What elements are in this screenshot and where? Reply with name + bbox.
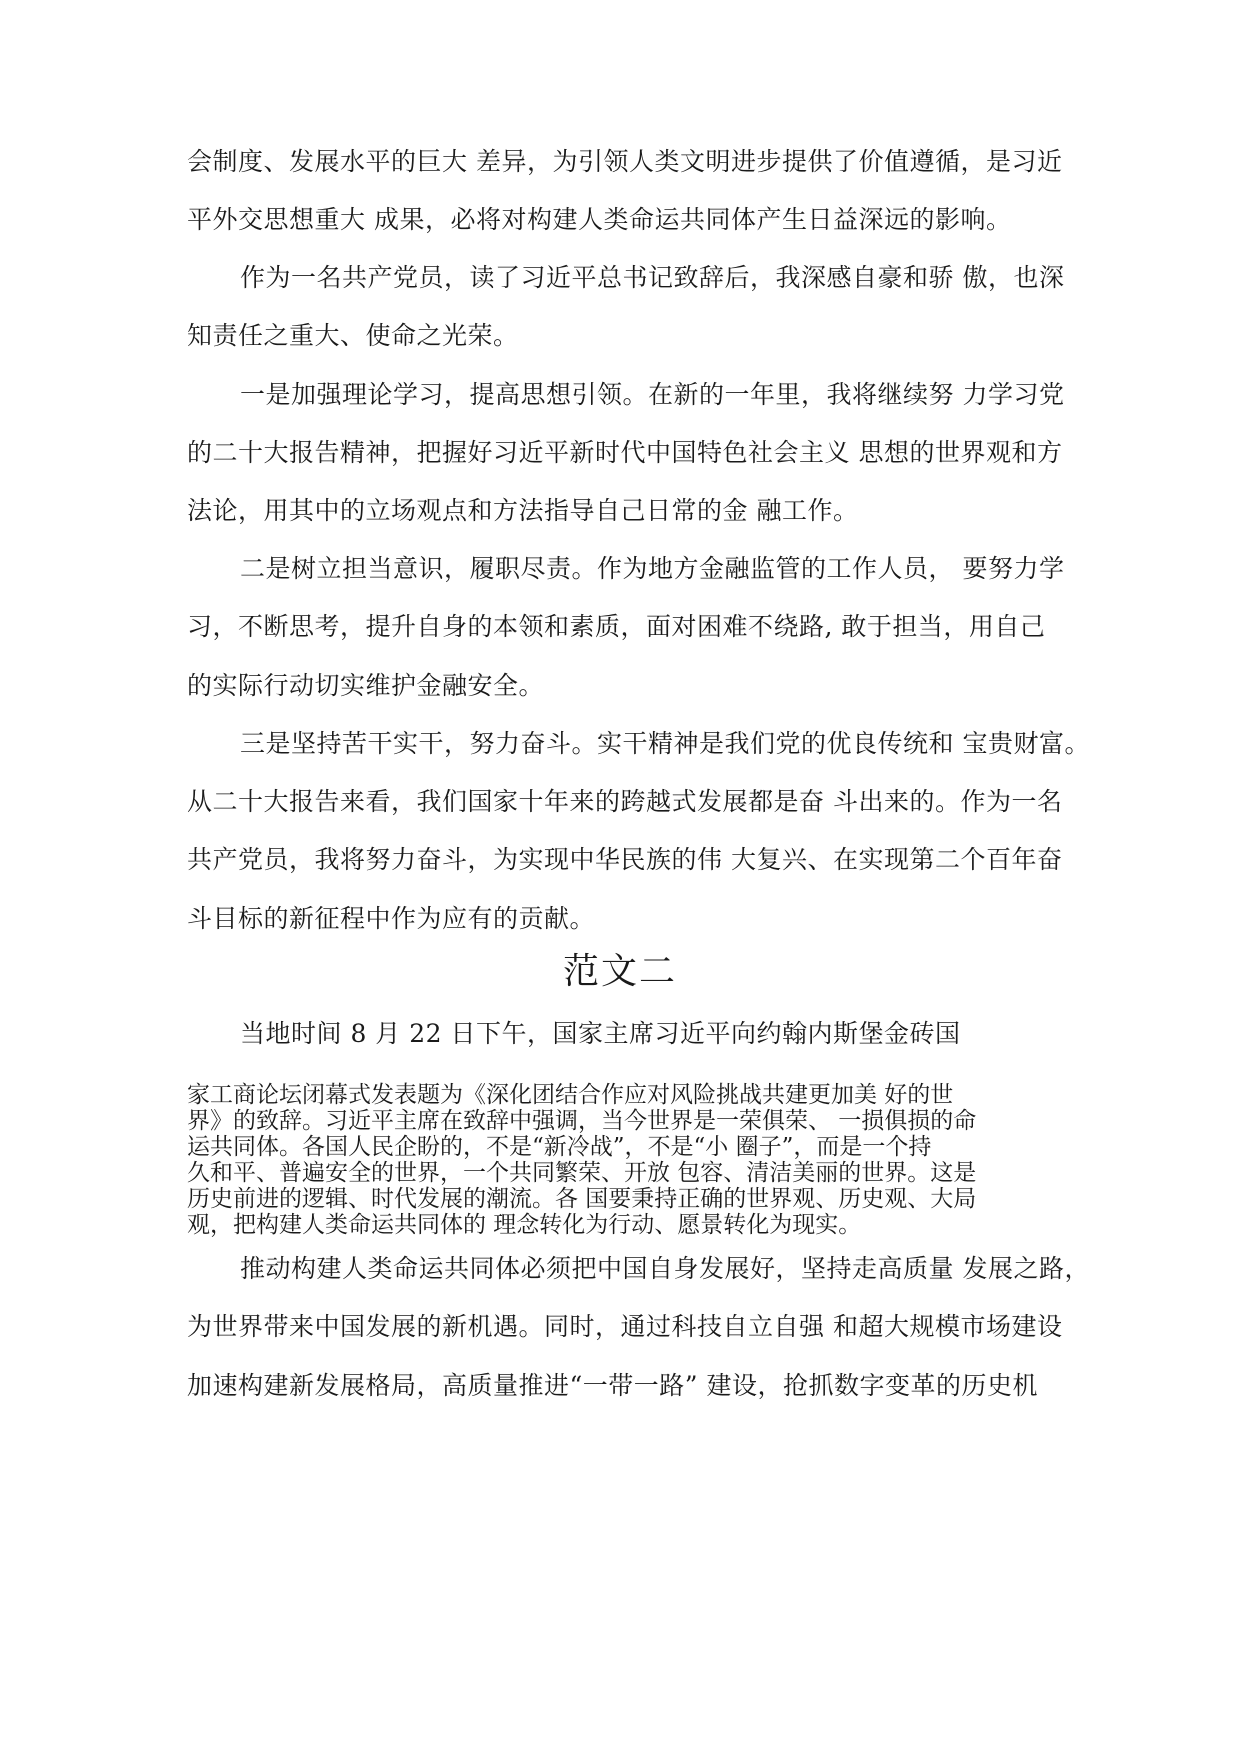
paragraph-line: 作为一名共产党员，读了习近平总书记致辞后，我深感自豪和骄 傲，也深	[240, 263, 1065, 292]
paragraph-line: 为世界带来中国发展的新机遇。同时，通过科技自立自强 和超大规模市场建设	[187, 1312, 1063, 1341]
paragraph-line: 当地时间 8 月 22 日下午，国家主席习近平向约翰内斯堡金砖国	[240, 1019, 961, 1048]
paragraph-line: 习，不断思考，提升自身的本领和素质，面对困难不绕路, 敢于担当，用自己	[187, 612, 1046, 641]
paragraph-line: 从二十大报告来看，我们国家十年来的跨越式发展都是奋 斗出来的。作为一名	[187, 787, 1063, 816]
paragraph-line: 法论，用其中的立场观点和方法指导自己日常的金 融工作。	[187, 496, 859, 525]
paragraph-line: 加速构建新发展格局，高质量推进“一带一路” 建设，抢抓数字变革的历史机	[187, 1371, 1039, 1400]
paragraph-line: 斗目标的新征程中作为应有的贡献。	[187, 904, 596, 933]
paragraph-line: 推动构建人类命运共同体必须把中国自身发展好，坚持走高质量 发展之路，	[240, 1254, 1090, 1283]
paragraph-line: 会制度、发展水平的巨大 差异，为引领人类文明进步提供了价值遵循，是习近	[187, 147, 1063, 176]
paragraph-line: 平外交思想重大 成果，必将对构建人类命运共同体产生日益深远的影响。	[187, 205, 1012, 234]
dense-paragraph-line: 历史前进的逻辑、时代发展的潮流。各 国要秉持正确的世界观、历史观、大局	[187, 1186, 977, 1212]
paragraph-line: 共产党员，我将努力奋斗，为实现中华民族的伟 大复兴、在实现第二个百年奋	[187, 845, 1063, 874]
dense-paragraph-line: 观，把构建人类命运共同体的 理念转化为行动、愿景转化为现实。	[187, 1212, 862, 1238]
paragraph-line: 知责任之重大、使命之光荣。	[187, 321, 519, 350]
section-heading: 范文二	[562, 951, 677, 992]
paragraph-line: 的二十大报告精神，把握好习近平新时代中国特色社会主义 思想的世界观和方	[187, 438, 1063, 467]
dense-paragraph-line: 界》的致辞。习近平主席在致辞中强调，当今世界是一荣俱荣、 一损俱损的命	[187, 1108, 977, 1134]
paragraph-line: 的实际行动切实维护金融安全。	[187, 671, 545, 700]
paragraph-line: 三是坚持苦干实干，努力奋斗。实干精神是我们党的优良传统和 宝贵财富。	[240, 729, 1090, 758]
dense-paragraph-line: 家工商论坛闭幕式发表题为《深化团结合作应对风险挑战共建更加美 好的世	[187, 1082, 954, 1108]
dense-paragraph-line: 运共同体。各国人民企盼的，不是“新冷战”，不是“小 圈子”，而是一个持	[187, 1134, 932, 1160]
paragraph-line: 一是加强理论学习，提高思想引领。在新的一年里，我将继续努 力学习党	[240, 380, 1065, 409]
paragraph-line: 二是树立担当意识，履职尽责。作为地方金融监管的工作人员， 要努力学	[240, 554, 1065, 583]
dense-paragraph-line: 久和平、普遍安全的世界，一个共同繁荣、开放 包容、清洁美丽的世界。这是	[187, 1160, 977, 1186]
